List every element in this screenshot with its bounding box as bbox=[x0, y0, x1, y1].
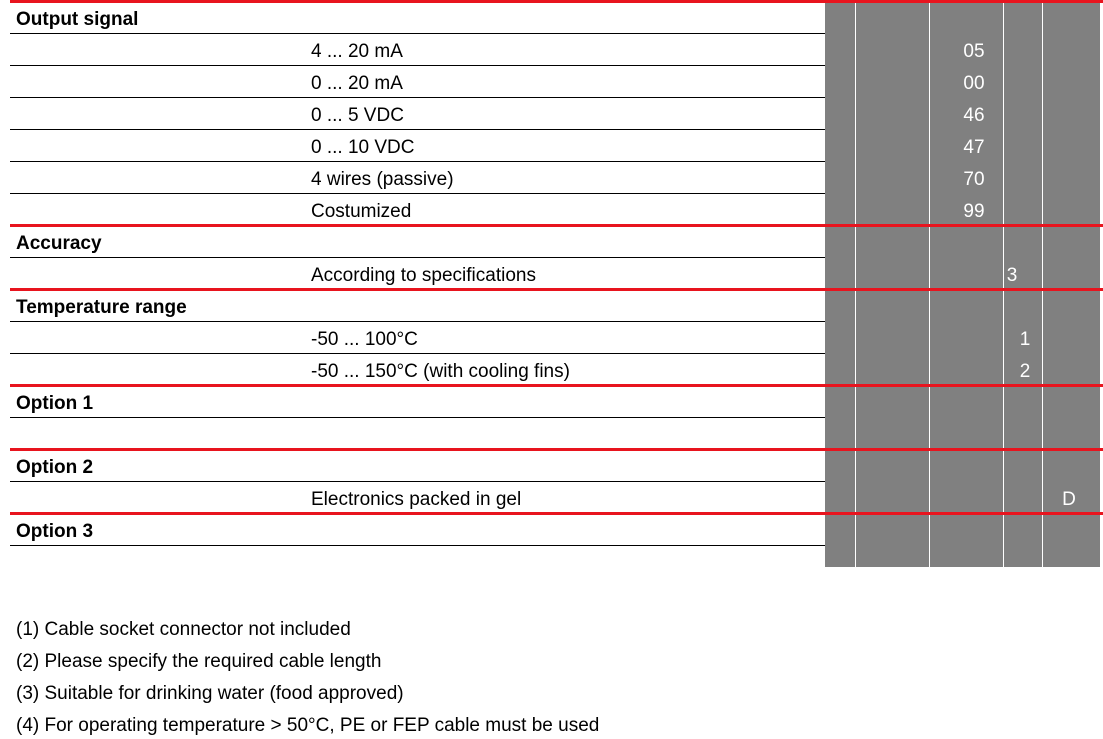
row-divider bbox=[10, 257, 825, 258]
section-divider bbox=[10, 288, 1103, 291]
section-divider bbox=[10, 0, 1103, 3]
code-column-2 bbox=[856, 0, 929, 567]
footnote-2: (2) Please specify the required cable length bbox=[16, 651, 382, 672]
section-title: Output signal bbox=[16, 9, 139, 30]
section-divider bbox=[10, 448, 1103, 451]
row-divider bbox=[10, 481, 825, 482]
row-divider bbox=[10, 545, 825, 546]
option-code: 46 bbox=[963, 105, 985, 126]
option-code: 00 bbox=[963, 73, 985, 94]
row-divider bbox=[10, 353, 825, 354]
row-divider bbox=[10, 193, 825, 194]
section-divider bbox=[10, 384, 1103, 387]
option-code: 3 bbox=[1006, 265, 1018, 286]
option-label: 4 ... 20 mA bbox=[311, 41, 403, 62]
row-divider bbox=[10, 65, 825, 66]
option-label: -50 ... 150°C (with cooling fins) bbox=[311, 361, 570, 382]
option-code: 05 bbox=[963, 41, 985, 62]
footnote-3: (3) Suitable for drinking water (food approved) bbox=[16, 683, 404, 704]
section-title: Option 3 bbox=[16, 521, 94, 542]
section-title: Option 1 bbox=[16, 393, 94, 414]
option-code: 2 bbox=[1019, 361, 1031, 382]
footnote-4: (4) For operating temperature > 50°C, PE or FEP cable must be used bbox=[16, 715, 600, 736]
option-code: 47 bbox=[963, 137, 985, 158]
option-code: 70 bbox=[963, 169, 985, 190]
option-code: D bbox=[1062, 489, 1076, 510]
option-label: 0 ... 20 mA bbox=[311, 73, 403, 94]
option-code: 99 bbox=[963, 201, 985, 222]
section-title: Option 2 bbox=[16, 457, 94, 478]
option-label: 0 ... 5 VDC bbox=[311, 105, 404, 126]
option-label: 0 ... 10 VDC bbox=[311, 137, 415, 158]
option-code: 1 bbox=[1019, 329, 1031, 350]
section-title: Accuracy bbox=[16, 233, 102, 254]
section-title: Temperature range bbox=[16, 297, 187, 318]
section-divider bbox=[10, 224, 1103, 227]
option-label: According to specifications bbox=[311, 265, 536, 286]
row-divider bbox=[10, 321, 825, 322]
option-label: Costumized bbox=[311, 201, 412, 222]
footnote-1: (1) Cable socket connector not included bbox=[16, 619, 351, 640]
option-label: Electronics packed in gel bbox=[311, 489, 522, 510]
option-label: -50 ... 100°C bbox=[311, 329, 418, 350]
code-column-1 bbox=[825, 0, 855, 567]
row-divider bbox=[10, 129, 825, 130]
row-divider bbox=[10, 33, 825, 34]
section-divider bbox=[10, 512, 1103, 515]
row-divider bbox=[10, 417, 825, 418]
option-label: 4 wires (passive) bbox=[311, 169, 454, 190]
row-divider bbox=[10, 161, 825, 162]
row-divider bbox=[10, 97, 825, 98]
code-column-5 bbox=[1043, 0, 1100, 567]
